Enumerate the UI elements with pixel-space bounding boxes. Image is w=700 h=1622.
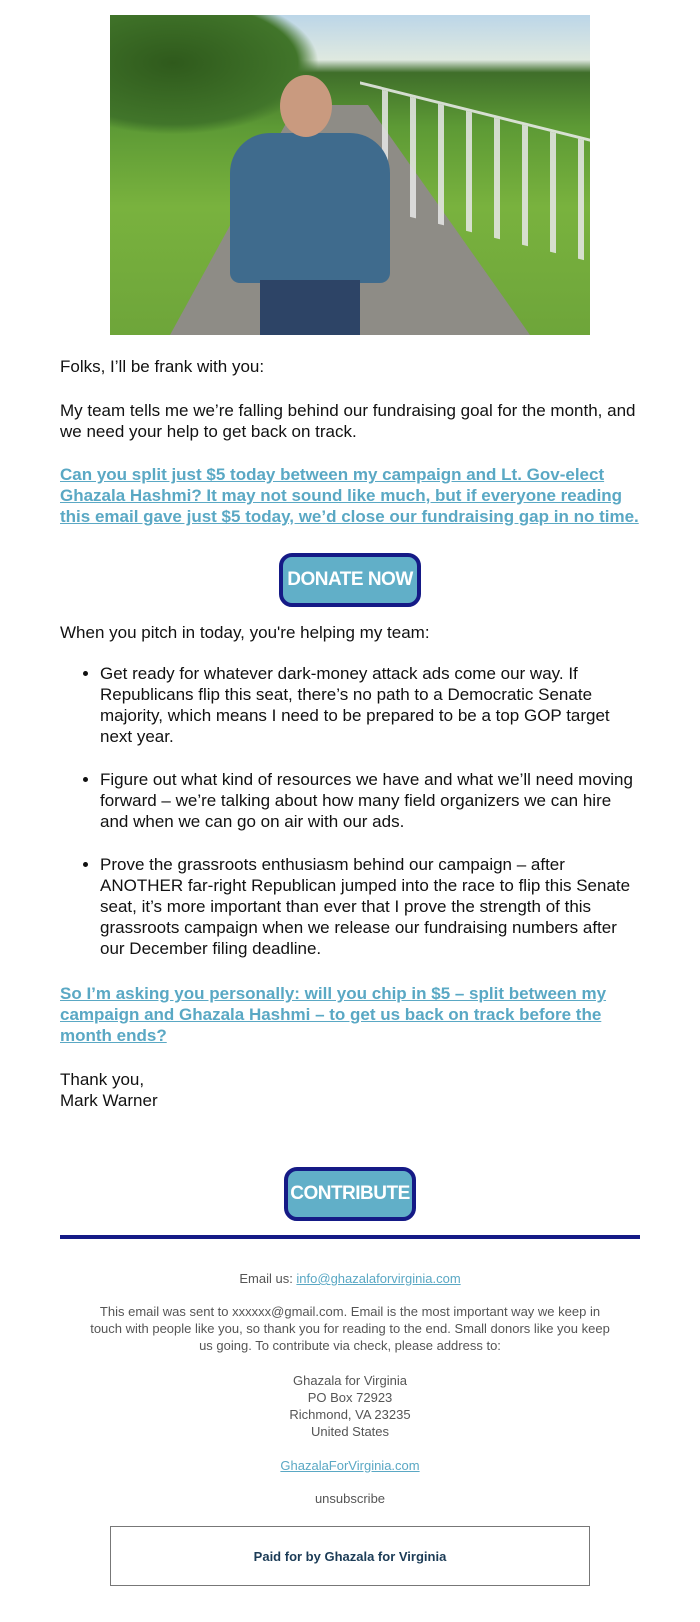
paid-for-box: Paid for by Ghazala for Virginia xyxy=(110,1526,590,1586)
hero-photo xyxy=(110,15,590,335)
list-item: • Prove the grassroots enthusiasm behind our campaign – after ANOTHER far-right Republican jumped into the race to flip this Senate seat, it’s more important than ever that I prove the strength of this grassroots campaign when we release our fundraising numbers after our December filing deadline. xyxy=(100,854,640,959)
intro-text: When you pitch in today, you're helping my team: xyxy=(60,623,430,642)
greeting: Folks, I’ll be frank with you: xyxy=(60,357,265,376)
bullet-list xyxy=(60,663,640,981)
paragraph: My team tells me we’re falling behind our fundraising goal for the month, and we need your help to get back on track. xyxy=(60,401,636,441)
signoff: Thank you, xyxy=(60,1070,145,1089)
website-link[interactable]: GhazalaForVirginia.com xyxy=(280,1458,420,1473)
divider xyxy=(60,1235,640,1239)
list-item: • Get ready for whatever dark-money attack ads come our way. If Republicans flip this seat, there’s no path to a Democratic Senate majority, which means I need to be prepared to be a top GOP target next year. xyxy=(100,663,640,747)
footer-notice: This email was sent to xxxxxx@gmail.com. Email is the most important way we keep in touch with people like you, so thank you for reading to the end. Small donors like you keep us going. To contribute via check, please address to: xyxy=(90,1304,610,1353)
email-link[interactable]: info@ghazalaforvirginia.com xyxy=(296,1271,461,1286)
list-item: • Figure out what kind of resources we have and what we’ll need moving forward – we’re talking about how many field organizers we can hire and when we can go on air with our ads. xyxy=(100,769,640,832)
signature: Mark Warner xyxy=(60,1091,158,1110)
footer-email: Email us: info@ghazalaforvirginia.com xyxy=(239,1271,461,1286)
unsubscribe-link[interactable]: unsubscribe xyxy=(314,1491,386,1506)
footer-address: Ghazala for Virginia PO Box 72923 Richmond, VA 23235 United States xyxy=(289,1373,411,1439)
donate-link[interactable]: Can you split just $5 today between my campaign and Lt. Gov-elect Ghazala Hashmi? It may not sound like much, but if everyone reading this email gave just $5 today, we’d close our fundraising gap in no time. xyxy=(60,465,639,526)
chip-in-link[interactable]: So I’m asking you personally: will you chip in $5 – split between my campaign and Ghazala Hashmi – to get us back on track before the month ends? xyxy=(60,984,607,1045)
donate-now-button[interactable]: DONATE NOW xyxy=(279,553,421,607)
contribute-button[interactable]: CONTRIBUTE xyxy=(284,1167,416,1221)
